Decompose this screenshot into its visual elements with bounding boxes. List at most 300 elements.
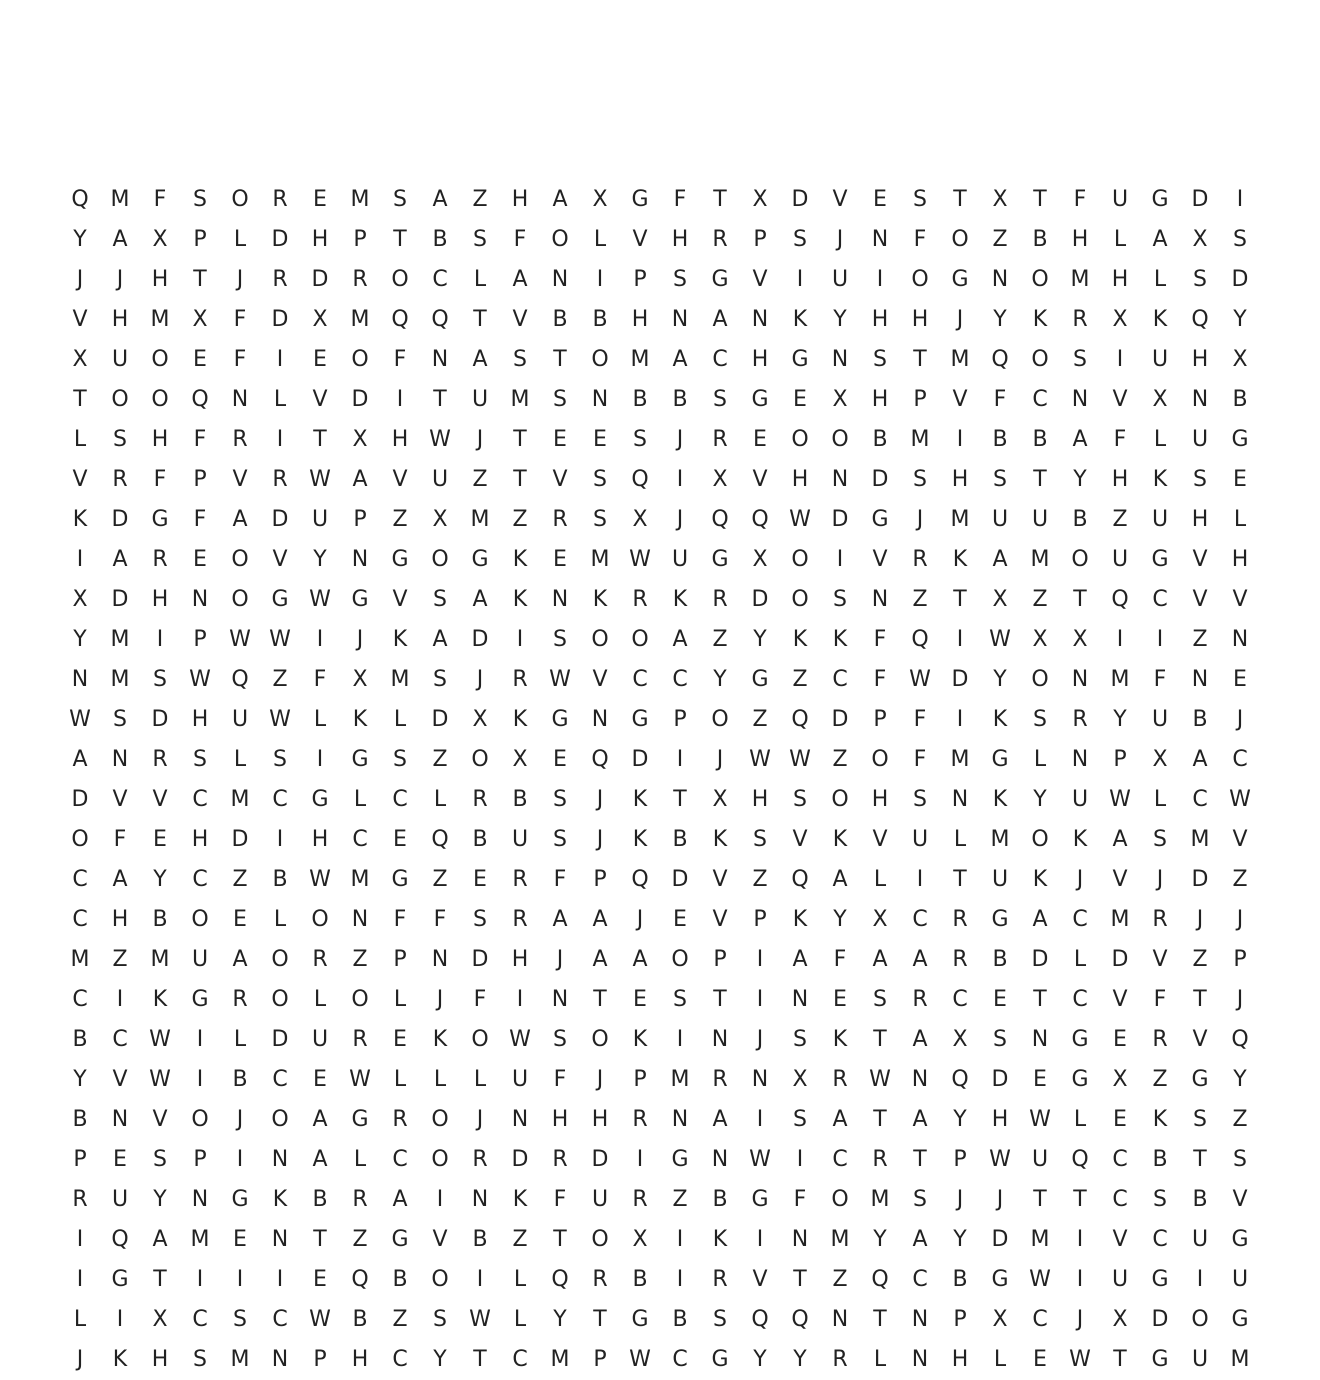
- letter-cell[interactable]: S: [753, 827, 767, 852]
- letter-cell[interactable]: Z: [752, 867, 768, 892]
- letter-cell[interactable]: V: [1192, 1027, 1208, 1052]
- letter-cell[interactable]: T: [1033, 987, 1047, 1012]
- letter-cell[interactable]: A: [112, 547, 128, 572]
- letter-cell[interactable]: Z: [432, 867, 448, 892]
- letter-cell[interactable]: R: [1072, 307, 1088, 332]
- letter-cell[interactable]: Y: [553, 1307, 567, 1332]
- letter-cell[interactable]: A: [912, 1227, 928, 1252]
- letter-cell[interactable]: K: [512, 587, 528, 612]
- letter-cell[interactable]: W: [549, 667, 571, 692]
- letter-cell[interactable]: F: [393, 907, 407, 932]
- letter-cell[interactable]: W: [989, 627, 1011, 652]
- letter-cell[interactable]: S: [553, 1027, 567, 1052]
- letter-cell[interactable]: R: [632, 1187, 648, 1212]
- letter-cell[interactable]: V: [1232, 827, 1248, 852]
- letter-cell[interactable]: R: [552, 507, 568, 532]
- letter-cell[interactable]: M: [1030, 547, 1050, 572]
- letter-cell[interactable]: I: [676, 1027, 684, 1052]
- letter-cell[interactable]: E: [393, 1027, 407, 1052]
- letter-cell[interactable]: S: [433, 1307, 447, 1332]
- letter-cell[interactable]: K: [112, 1347, 128, 1372]
- letter-cell[interactable]: B: [632, 387, 648, 412]
- letter-cell[interactable]: H: [1111, 467, 1129, 492]
- letter-cell[interactable]: N: [271, 1147, 289, 1172]
- letter-cell[interactable]: L: [1153, 787, 1167, 812]
- letter-cell[interactable]: N: [111, 1107, 129, 1132]
- letter-cell[interactable]: O: [351, 347, 369, 372]
- letter-cell[interactable]: L: [873, 1347, 887, 1372]
- letter-cell[interactable]: Q: [391, 307, 409, 332]
- letter-cell[interactable]: J: [76, 1347, 84, 1372]
- letter-cell[interactable]: N: [911, 1347, 929, 1372]
- letter-cell[interactable]: C: [512, 1347, 528, 1372]
- letter-cell[interactable]: F: [193, 507, 207, 532]
- letter-cell[interactable]: F: [1073, 187, 1087, 212]
- letter-cell[interactable]: W: [149, 1027, 171, 1052]
- letter-cell[interactable]: H: [391, 427, 409, 452]
- letter-cell[interactable]: C: [192, 1307, 208, 1332]
- letter-cell[interactable]: C: [392, 787, 408, 812]
- letter-cell[interactable]: V: [552, 467, 568, 492]
- letter-cell[interactable]: F: [553, 1067, 567, 1092]
- letter-cell[interactable]: Q: [911, 627, 929, 652]
- letter-cell[interactable]: O: [471, 1027, 489, 1052]
- letter-cell[interactable]: U: [1231, 1267, 1249, 1292]
- letter-cell[interactable]: T: [513, 467, 527, 492]
- letter-cell[interactable]: Q: [871, 1267, 889, 1292]
- letter-cell[interactable]: W: [1029, 1107, 1051, 1132]
- letter-cell[interactable]: C: [912, 1267, 928, 1292]
- letter-cell[interactable]: S: [1233, 1147, 1247, 1172]
- letter-cell[interactable]: L: [273, 907, 287, 932]
- letter-cell[interactable]: S: [873, 987, 887, 1012]
- letter-cell[interactable]: X: [712, 467, 728, 492]
- letter-cell[interactable]: J: [556, 947, 564, 972]
- letter-cell[interactable]: Y: [73, 627, 87, 652]
- letter-cell[interactable]: L: [73, 427, 87, 452]
- letter-cell[interactable]: K: [512, 1187, 528, 1212]
- letter-cell[interactable]: L: [233, 227, 247, 252]
- letter-cell[interactable]: S: [113, 707, 127, 732]
- letter-cell[interactable]: L: [1073, 947, 1087, 972]
- letter-cell[interactable]: W: [1029, 1267, 1051, 1292]
- letter-cell[interactable]: I: [436, 1187, 444, 1212]
- letter-cell[interactable]: R: [352, 267, 368, 292]
- letter-cell[interactable]: U: [831, 267, 849, 292]
- letter-cell[interactable]: S: [1153, 1187, 1167, 1212]
- letter-cell[interactable]: U: [1071, 787, 1089, 812]
- letter-cell[interactable]: R: [592, 1267, 608, 1292]
- letter-cell[interactable]: A: [992, 547, 1008, 572]
- letter-cell[interactable]: O: [311, 907, 329, 932]
- letter-cell[interactable]: O: [231, 547, 249, 572]
- letter-cell[interactable]: M: [910, 427, 930, 452]
- letter-cell[interactable]: N: [431, 347, 449, 372]
- letter-cell[interactable]: V: [1112, 1227, 1128, 1252]
- letter-cell[interactable]: N: [591, 707, 609, 732]
- letter-cell[interactable]: P: [753, 227, 767, 252]
- letter-cell[interactable]: O: [71, 827, 89, 852]
- letter-cell[interactable]: T: [1073, 1187, 1087, 1212]
- letter-cell[interactable]: O: [191, 907, 209, 932]
- letter-cell[interactable]: B: [672, 1307, 688, 1332]
- letter-cell[interactable]: J: [236, 267, 244, 292]
- letter-cell[interactable]: S: [553, 787, 567, 812]
- letter-cell[interactable]: A: [312, 1107, 328, 1132]
- letter-cell[interactable]: G: [1231, 1227, 1249, 1252]
- letter-cell[interactable]: G: [1151, 547, 1169, 572]
- letter-cell[interactable]: W: [309, 867, 331, 892]
- letter-cell[interactable]: T: [433, 387, 447, 412]
- letter-cell[interactable]: O: [711, 707, 729, 732]
- letter-cell[interactable]: T: [393, 227, 407, 252]
- letter-cell[interactable]: Q: [591, 747, 609, 772]
- letter-cell[interactable]: Y: [753, 1347, 767, 1372]
- letter-cell[interactable]: N: [751, 307, 769, 332]
- letter-cell[interactable]: G: [631, 1307, 649, 1332]
- letter-cell[interactable]: A: [552, 907, 568, 932]
- letter-cell[interactable]: I: [116, 987, 124, 1012]
- letter-cell[interactable]: L: [473, 267, 487, 292]
- letter-cell[interactable]: K: [992, 707, 1008, 732]
- letter-cell[interactable]: Q: [431, 827, 449, 852]
- letter-cell[interactable]: H: [911, 307, 929, 332]
- letter-cell[interactable]: O: [911, 267, 929, 292]
- letter-cell[interactable]: R: [912, 547, 928, 572]
- letter-cell[interactable]: O: [391, 267, 409, 292]
- letter-cell[interactable]: Z: [352, 947, 368, 972]
- letter-cell[interactable]: T: [73, 387, 87, 412]
- letter-cell[interactable]: Q: [631, 467, 649, 492]
- letter-cell[interactable]: J: [1076, 1307, 1084, 1332]
- letter-cell[interactable]: Z: [672, 1187, 688, 1212]
- letter-cell[interactable]: I: [1076, 1267, 1084, 1292]
- letter-cell[interactable]: X: [792, 1067, 808, 1092]
- letter-cell[interactable]: X: [832, 387, 848, 412]
- letter-cell[interactable]: I: [276, 427, 284, 452]
- letter-cell[interactable]: P: [753, 907, 767, 932]
- letter-cell[interactable]: I: [196, 1067, 204, 1092]
- letter-cell[interactable]: E: [313, 347, 327, 372]
- letter-cell[interactable]: F: [873, 667, 887, 692]
- letter-cell[interactable]: N: [1071, 747, 1089, 772]
- letter-cell[interactable]: T: [593, 987, 607, 1012]
- letter-cell[interactable]: S: [633, 427, 647, 452]
- letter-cell[interactable]: M: [830, 1227, 850, 1252]
- letter-cell[interactable]: D: [1111, 947, 1129, 972]
- letter-cell[interactable]: P: [593, 867, 607, 892]
- letter-cell[interactable]: P: [713, 947, 727, 972]
- letter-cell[interactable]: B: [72, 1027, 88, 1052]
- letter-cell[interactable]: L: [1113, 227, 1127, 252]
- letter-cell[interactable]: T: [553, 347, 567, 372]
- letter-cell[interactable]: W: [1109, 787, 1131, 812]
- letter-cell[interactable]: W: [1229, 787, 1251, 812]
- letter-cell[interactable]: L: [473, 1067, 487, 1092]
- letter-cell[interactable]: S: [993, 467, 1007, 492]
- letter-cell[interactable]: X: [1232, 347, 1248, 372]
- letter-cell[interactable]: O: [271, 987, 289, 1012]
- letter-cell[interactable]: G: [791, 347, 809, 372]
- letter-cell[interactable]: K: [832, 827, 848, 852]
- letter-cell[interactable]: L: [873, 867, 887, 892]
- letter-cell[interactable]: I: [756, 987, 764, 1012]
- letter-cell[interactable]: B: [552, 307, 568, 332]
- letter-cell[interactable]: K: [952, 547, 968, 572]
- letter-cell[interactable]: Y: [953, 1227, 967, 1252]
- letter-cell[interactable]: T: [873, 1107, 887, 1132]
- letter-cell[interactable]: E: [1233, 667, 1247, 692]
- letter-cell[interactable]: V: [72, 467, 88, 492]
- letter-cell[interactable]: F: [553, 867, 567, 892]
- letter-cell[interactable]: S: [393, 187, 407, 212]
- letter-cell[interactable]: U: [1031, 1147, 1049, 1172]
- letter-cell[interactable]: G: [751, 1187, 769, 1212]
- letter-cell[interactable]: U: [311, 1027, 329, 1052]
- letter-cell[interactable]: I: [276, 1267, 284, 1292]
- letter-cell[interactable]: C: [1152, 1227, 1168, 1252]
- letter-cell[interactable]: A: [792, 947, 808, 972]
- letter-cell[interactable]: D: [831, 507, 849, 532]
- letter-cell[interactable]: I: [756, 947, 764, 972]
- letter-cell[interactable]: O: [231, 587, 249, 612]
- letter-cell[interactable]: J: [836, 227, 844, 252]
- letter-cell[interactable]: M: [590, 547, 610, 572]
- letter-cell[interactable]: E: [313, 1267, 327, 1292]
- letter-cell[interactable]: Z: [1032, 587, 1048, 612]
- letter-cell[interactable]: O: [831, 427, 849, 452]
- letter-cell[interactable]: O: [271, 1107, 289, 1132]
- letter-cell[interactable]: L: [393, 1067, 407, 1092]
- letter-cell[interactable]: P: [1233, 947, 1247, 972]
- letter-cell[interactable]: Y: [433, 1347, 447, 1372]
- letter-cell[interactable]: I: [76, 1227, 84, 1252]
- letter-cell[interactable]: W: [309, 1307, 331, 1332]
- letter-cell[interactable]: J: [716, 747, 724, 772]
- letter-cell[interactable]: Q: [551, 1267, 569, 1292]
- letter-cell[interactable]: R: [512, 907, 528, 932]
- letter-cell[interactable]: O: [191, 1107, 209, 1132]
- letter-cell[interactable]: V: [1192, 547, 1208, 572]
- letter-cell[interactable]: C: [1072, 987, 1088, 1012]
- letter-cell[interactable]: B: [872, 427, 888, 452]
- letter-cell[interactable]: H: [871, 387, 889, 412]
- letter-cell[interactable]: G: [471, 547, 489, 572]
- letter-cell[interactable]: N: [1231, 627, 1249, 652]
- letter-cell[interactable]: M: [390, 667, 410, 692]
- letter-cell[interactable]: J: [476, 427, 484, 452]
- letter-cell[interactable]: J: [756, 1027, 764, 1052]
- letter-cell[interactable]: I: [796, 267, 804, 292]
- letter-cell[interactable]: X: [992, 587, 1008, 612]
- letter-cell[interactable]: O: [831, 787, 849, 812]
- letter-cell[interactable]: J: [596, 1067, 604, 1092]
- letter-cell[interactable]: H: [991, 1107, 1009, 1132]
- letter-cell[interactable]: Z: [512, 1227, 528, 1252]
- letter-cell[interactable]: H: [1231, 547, 1249, 572]
- letter-cell[interactable]: E: [593, 427, 607, 452]
- letter-cell[interactable]: T: [873, 1027, 887, 1052]
- letter-cell[interactable]: F: [833, 947, 847, 972]
- letter-cell[interactable]: I: [596, 267, 604, 292]
- letter-cell[interactable]: K: [632, 787, 648, 812]
- letter-cell[interactable]: P: [353, 507, 367, 532]
- letter-cell[interactable]: Z: [792, 667, 808, 692]
- letter-cell[interactable]: R: [712, 587, 728, 612]
- letter-cell[interactable]: B: [1032, 227, 1048, 252]
- letter-cell[interactable]: P: [953, 1307, 967, 1332]
- letter-cell[interactable]: H: [1191, 507, 1209, 532]
- letter-cell[interactable]: G: [391, 1227, 409, 1252]
- letter-cell[interactable]: V: [712, 907, 728, 932]
- letter-cell[interactable]: M: [230, 787, 250, 812]
- letter-cell[interactable]: T: [953, 187, 967, 212]
- letter-cell[interactable]: J: [1236, 707, 1244, 732]
- letter-cell[interactable]: S: [713, 1307, 727, 1332]
- letter-cell[interactable]: Q: [631, 867, 649, 892]
- letter-cell[interactable]: M: [950, 347, 970, 372]
- letter-cell[interactable]: P: [73, 1147, 87, 1172]
- letter-cell[interactable]: Z: [472, 467, 488, 492]
- letter-cell[interactable]: I: [676, 467, 684, 492]
- letter-cell[interactable]: K: [1032, 307, 1048, 332]
- letter-cell[interactable]: R: [712, 427, 728, 452]
- letter-cell[interactable]: A: [112, 227, 128, 252]
- letter-cell[interactable]: C: [832, 667, 848, 692]
- letter-cell[interactable]: J: [956, 307, 964, 332]
- letter-cell[interactable]: Q: [1111, 587, 1129, 612]
- letter-cell[interactable]: A: [592, 907, 608, 932]
- letter-cell[interactable]: F: [913, 747, 927, 772]
- letter-cell[interactable]: O: [951, 227, 969, 252]
- letter-cell[interactable]: A: [912, 947, 928, 972]
- letter-cell[interactable]: T: [513, 427, 527, 452]
- letter-cell[interactable]: A: [592, 947, 608, 972]
- letter-cell[interactable]: R: [272, 467, 288, 492]
- letter-cell[interactable]: G: [631, 707, 649, 732]
- letter-cell[interactable]: J: [956, 1187, 964, 1212]
- letter-cell[interactable]: N: [511, 1107, 529, 1132]
- letter-cell[interactable]: I: [676, 1227, 684, 1252]
- letter-cell[interactable]: P: [193, 627, 207, 652]
- letter-cell[interactable]: T: [313, 1227, 327, 1252]
- letter-cell[interactable]: U: [991, 507, 1009, 532]
- letter-cell[interactable]: L: [433, 1067, 447, 1092]
- letter-cell[interactable]: J: [1156, 867, 1164, 892]
- letter-cell[interactable]: C: [832, 1147, 848, 1172]
- letter-cell[interactable]: K: [792, 907, 808, 932]
- letter-cell[interactable]: S: [593, 507, 607, 532]
- letter-cell[interactable]: R: [512, 867, 528, 892]
- letter-cell[interactable]: N: [991, 267, 1009, 292]
- letter-cell[interactable]: E: [873, 187, 887, 212]
- letter-cell[interactable]: L: [233, 747, 247, 772]
- letter-cell[interactable]: S: [473, 907, 487, 932]
- letter-cell[interactable]: T: [713, 187, 727, 212]
- letter-cell[interactable]: W: [509, 1027, 531, 1052]
- letter-cell[interactable]: V: [1232, 1187, 1248, 1212]
- letter-cell[interactable]: L: [953, 827, 967, 852]
- letter-cell[interactable]: F: [673, 187, 687, 212]
- letter-cell[interactable]: X: [72, 347, 88, 372]
- letter-cell[interactable]: N: [671, 307, 689, 332]
- letter-cell[interactable]: L: [513, 1307, 527, 1332]
- letter-cell[interactable]: L: [353, 1147, 367, 1172]
- letter-cell[interactable]: S: [913, 787, 927, 812]
- letter-cell[interactable]: D: [471, 947, 489, 972]
- letter-cell[interactable]: M: [670, 1067, 690, 1092]
- letter-cell[interactable]: S: [433, 667, 447, 692]
- letter-cell[interactable]: J: [1196, 907, 1204, 932]
- letter-cell[interactable]: G: [991, 1267, 1009, 1292]
- letter-cell[interactable]: J: [596, 827, 604, 852]
- letter-cell[interactable]: V: [632, 227, 648, 252]
- letter-cell[interactable]: X: [752, 547, 768, 572]
- letter-cell[interactable]: X: [992, 1307, 1008, 1332]
- letter-cell[interactable]: S: [1233, 227, 1247, 252]
- letter-cell[interactable]: C: [192, 867, 208, 892]
- letter-cell[interactable]: L: [233, 1027, 247, 1052]
- letter-cell[interactable]: B: [1192, 707, 1208, 732]
- letter-cell[interactable]: U: [1151, 347, 1169, 372]
- letter-cell[interactable]: J: [596, 787, 604, 812]
- letter-cell[interactable]: X: [1072, 627, 1088, 652]
- letter-cell[interactable]: P: [1113, 747, 1127, 772]
- letter-cell[interactable]: G: [191, 987, 209, 1012]
- letter-cell[interactable]: S: [673, 267, 687, 292]
- letter-cell[interactable]: R: [952, 947, 968, 972]
- letter-cell[interactable]: M: [1110, 667, 1130, 692]
- letter-cell[interactable]: V: [872, 547, 888, 572]
- letter-cell[interactable]: D: [991, 1067, 1009, 1092]
- letter-cell[interactable]: Q: [71, 187, 89, 212]
- letter-cell[interactable]: H: [951, 467, 969, 492]
- letter-cell[interactable]: D: [831, 707, 849, 732]
- letter-cell[interactable]: R: [912, 987, 928, 1012]
- letter-cell[interactable]: G: [871, 507, 889, 532]
- letter-cell[interactable]: H: [151, 267, 169, 292]
- letter-cell[interactable]: R: [312, 947, 328, 972]
- letter-cell[interactable]: G: [711, 547, 729, 572]
- letter-cell[interactable]: V: [512, 307, 528, 332]
- letter-cell[interactable]: C: [72, 867, 88, 892]
- letter-cell[interactable]: U: [991, 867, 1009, 892]
- letter-cell[interactable]: I: [956, 427, 964, 452]
- letter-cell[interactable]: R: [352, 1187, 368, 1212]
- letter-cell[interactable]: V: [272, 547, 288, 572]
- letter-cell[interactable]: M: [150, 947, 170, 972]
- letter-cell[interactable]: A: [352, 467, 368, 492]
- letter-cell[interactable]: L: [433, 787, 447, 812]
- letter-cell[interactable]: Y: [73, 1067, 87, 1092]
- letter-cell[interactable]: E: [673, 907, 687, 932]
- letter-cell[interactable]: O: [431, 1147, 449, 1172]
- letter-cell[interactable]: S: [553, 627, 567, 652]
- letter-cell[interactable]: D: [951, 667, 969, 692]
- letter-cell[interactable]: J: [436, 987, 444, 1012]
- letter-cell[interactable]: P: [633, 267, 647, 292]
- letter-cell[interactable]: H: [871, 307, 889, 332]
- letter-cell[interactable]: N: [591, 387, 609, 412]
- letter-cell[interactable]: N: [1071, 387, 1089, 412]
- letter-cell[interactable]: E: [473, 867, 487, 892]
- letter-cell[interactable]: Q: [991, 347, 1009, 372]
- letter-cell[interactable]: A: [432, 187, 448, 212]
- letter-cell[interactable]: H: [351, 1347, 369, 1372]
- letter-cell[interactable]: Q: [791, 867, 809, 892]
- letter-cell[interactable]: G: [551, 707, 569, 732]
- letter-cell[interactable]: R: [712, 227, 728, 252]
